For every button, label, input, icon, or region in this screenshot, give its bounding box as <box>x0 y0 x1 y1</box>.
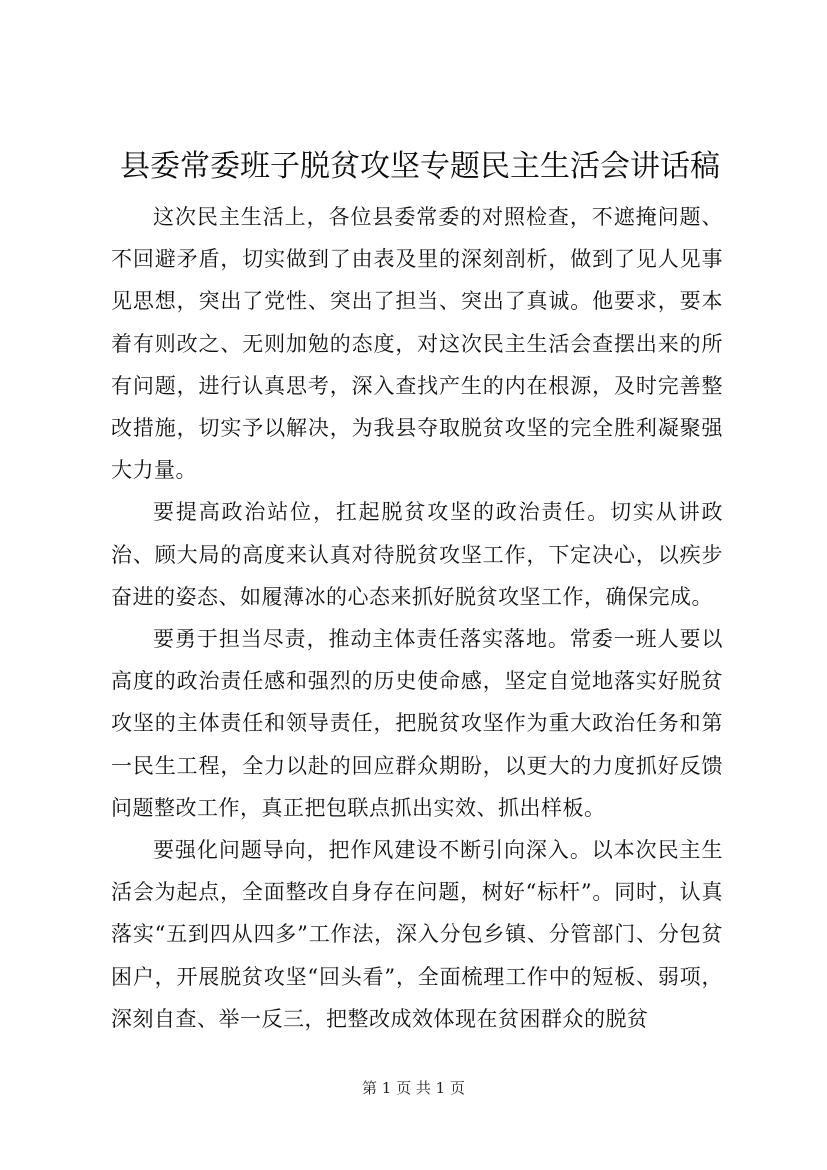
paragraph: 要提高政治站位，扛起脱贫攻坚的政治责任。切实从讲政治、顾大局的高度来认真对待脱贫攻坚工作，下定决心，以疾步奋进的姿态、如履薄冰的心态来抓好脱贫攻坚工作，确保完成。 <box>111 500 723 609</box>
paragraph: 这次民主生活上，各位县委常委的对照检查，不遮掩问题、不回避矛盾，切实做到了由表及里的深刻剖析，做到了见人见事见思想，突出了党性、突出了担当、突出了真诚。他要求，要本着有则改之、无则加勉的态度，对这次民主生活会查摆出来的所有问题，进行认真思考，深入查找产生的内在根源，及时完善整改措施，切实予以解决，为我县夺取脱贫攻坚的完全胜利凝聚强大力量。 <box>111 205 723 483</box>
paragraph: 要强化问题导向，把作风建设不断引向深入。以本次民主生活会为起点，全面整改自身存在问题，树好“标杆”。同时，认真落实“五到四从四多”工作法，深入分包乡镇、分管部门、分包贫困户，开展脱贫攻坚“回头看”，全面梳理工作中的短板、弱项，深刻自查、举一反三，把整改成效体现在贫困群众的脱贫 <box>111 838 723 1031</box>
document-body <box>111 196 723 1040</box>
document-title: 县委常委班子脱贫攻坚专题民主生活会讲话稿 <box>120 149 720 184</box>
page-number-footer: 第 1 页 共 1 页 <box>362 1079 465 1097</box>
paragraph: 要勇于担当尽责，推动主体责任落实落地。常委一班人要以高度的政治责任感和强烈的历史使命感，坚定自觉地落实好脱贫攻坚的主体责任和领导责任，把脱贫攻坚作为重大政治任务和第一民生工程，全力以赴的回应群众期盼，以更大的力度抓好反馈问题整改工作，真正把包联点抓出实效、抓出样板。 <box>111 627 723 820</box>
